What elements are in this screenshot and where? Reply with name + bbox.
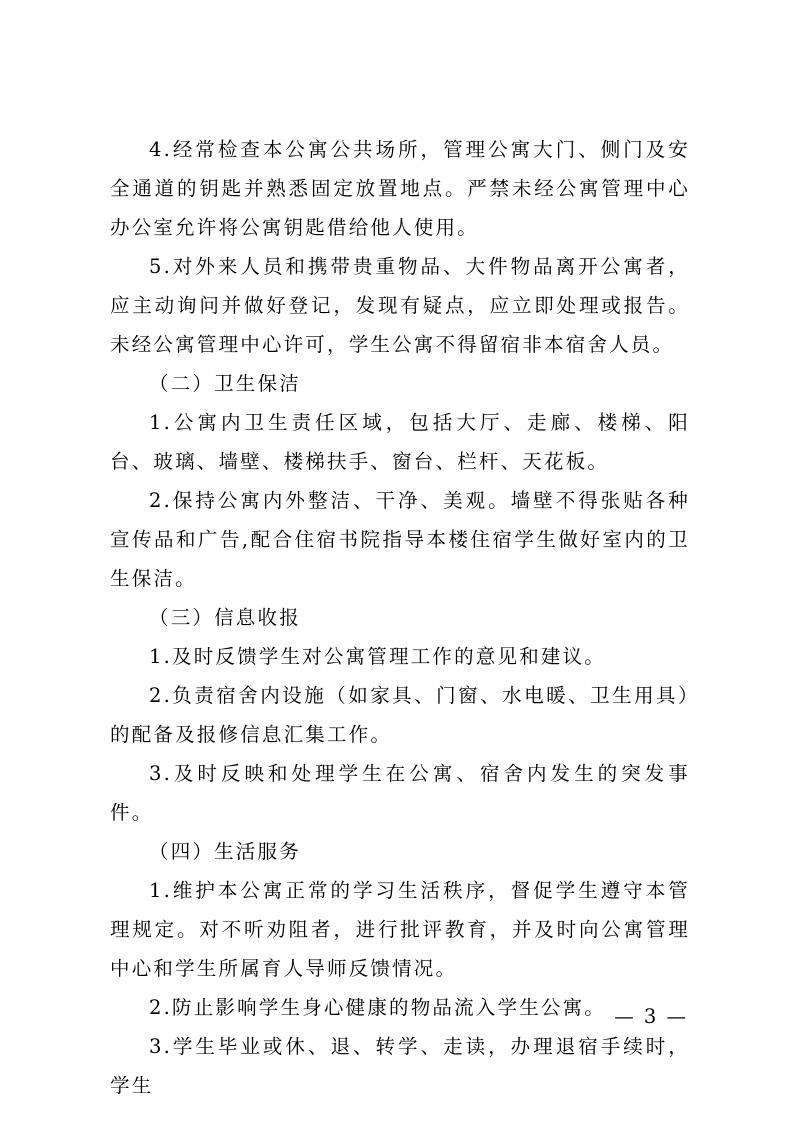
paragraph-hygiene-item-1: 1.公寓内卫生责任区域，包括大厅、走廊、楼梯、阳台、玻璃、墙壁、楼梯扶手、窗台、栏杆、天花板。	[110, 411, 690, 473]
section-heading-hygiene: （二）卫生保洁	[149, 372, 301, 395]
paragraph-information-item-3: 3.及时反映和处理学生在公寓、宿舍内发生的突发事件。	[110, 762, 690, 824]
paragraph-hygiene-item-2: 2.保持公寓内外整洁、干净、美观。墙壁不得张贴各种宣传品和广告,配合住宿书院指导本楼住宿学生做好室内的卫生保洁。	[110, 489, 690, 590]
paragraph-item-4-keys: 4.经常检查本公寓公共场所，管理公寓大门、侧门及安全通道的钥匙并熟悉固定放置地点。严禁未经公寓管理中心办公室允许将公寓钥匙借给他人使用。	[110, 138, 690, 239]
paragraph-services-item-2: 2.防止影响学生身心健康的物品流入学生公寓。	[149, 996, 607, 1019]
paragraph-information-item-2: 2.负责宿舍内设施（如家具、门窗、水电暖、卫生用具）的配备及报修信息汇集工作。	[110, 684, 690, 746]
page-number: — 3 —	[614, 1005, 688, 1028]
paragraph-services-item-3: 3.学生毕业或休、退、转学、走读，办理退宿手续时，学生	[110, 1035, 690, 1097]
paragraph-item-5-visitors: 5.对外来人员和携带贵重物品、大件物品离开公寓者，应主动询问并做好登记，发现有疑点，应立即处理或报告。未经公寓管理中心许可，学生公寓不得留宿非本宿舍人员。	[110, 255, 690, 356]
paragraph-services-item-1: 1.维护本公寓正常的学习生活秩序，督促学生遵守本管理规定。对不听劝阻者，进行批评教育，并及时向公寓管理中心和学生所属育人导师反馈情况。	[110, 879, 690, 980]
document-body	[110, 130, 690, 1105]
paragraph-information-item-1: 1.及时反馈学生对公寓管理工作的意见和建议。	[149, 645, 607, 668]
section-heading-living-services: （四）生活服务	[149, 840, 301, 863]
section-heading-information: （三）信息收报	[149, 606, 301, 629]
